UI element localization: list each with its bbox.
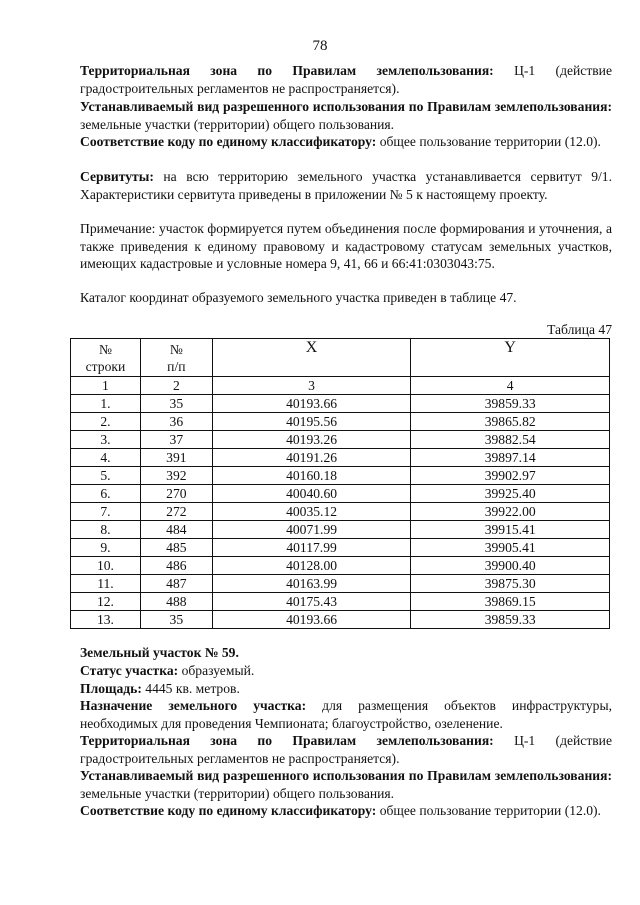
point-number-cell: 486: [140, 557, 212, 575]
y-cell: 39902.97: [411, 467, 610, 485]
table-row: [71, 431, 610, 449]
x-cell: 40195.56: [212, 413, 411, 431]
status-value: образуемый.: [181, 663, 255, 678]
x-cell: 40193.66: [212, 611, 411, 629]
classifier-paragraph: [80, 133, 612, 151]
row-number-cell: 12.: [71, 593, 141, 611]
bottom-zone-value: Ц-1 (действие градостроительных регламентов не распространяется).: [80, 733, 612, 766]
y-cell: 39915.41: [411, 521, 610, 539]
classifier-label: Соответствие коду по единому классификатору:: [80, 134, 377, 149]
status-paragraph: [80, 662, 612, 680]
row-number-cell: 5.: [71, 467, 141, 485]
table-row: [71, 611, 610, 629]
row-number-cell: 9.: [71, 539, 141, 557]
bottom-use-paragraph: [80, 767, 612, 802]
x-cell: 40193.66: [212, 395, 411, 413]
x-cell: 40191.26: [212, 449, 411, 467]
header-pp-line2: п/п: [167, 358, 186, 374]
header-pp-line1: №: [169, 341, 183, 357]
y-cell: 39869.15: [411, 593, 610, 611]
index-row: [71, 377, 610, 395]
table-row: [71, 467, 610, 485]
row-number-cell: 2.: [71, 413, 141, 431]
index-cell: 2: [140, 377, 212, 395]
servitude-paragraph: [80, 168, 612, 203]
table-row: [71, 413, 610, 431]
x-cell: 40175.43: [212, 593, 411, 611]
point-number-cell: 392: [140, 467, 212, 485]
bottom-use-value: земельные участки (территории) общего пользования.: [80, 785, 395, 801]
table-row: [71, 485, 610, 503]
catalog-paragraph: Каталог координат образуемого земельного участка приведен в таблице 47.: [80, 290, 517, 305]
parcel-title: Земельный участок № 59.: [80, 645, 239, 660]
x-cell: 40160.18: [212, 467, 411, 485]
area-paragraph: [80, 680, 612, 698]
header-y: Y: [411, 339, 610, 377]
zone-value: Ц-1 (действие градостроительных регламентов не распространяется).: [80, 63, 612, 96]
y-cell: 39859.33: [411, 611, 610, 629]
x-cell: 40040.60: [212, 485, 411, 503]
point-number-cell: 35: [140, 395, 212, 413]
row-number-cell: 11.: [71, 575, 141, 593]
area-value: 4445 кв. метров.: [145, 681, 240, 696]
y-cell: 39897.14: [411, 449, 610, 467]
row-number-cell: 4.: [71, 449, 141, 467]
header-pp: [140, 339, 212, 377]
point-number-cell: 272: [140, 503, 212, 521]
x-cell: 40163.99: [212, 575, 411, 593]
bottom-classifier-paragraph: [80, 802, 612, 820]
table-row: [71, 521, 610, 539]
purpose-value: для размещения объектов инфраструктуры, необходимых для проведения Чемпионата; благоустройство, озеленение.: [80, 698, 612, 731]
point-number-cell: 487: [140, 575, 212, 593]
area-label: Площадь:: [80, 681, 142, 696]
point-number-cell: 270: [140, 485, 212, 503]
note-paragraph: Примечание: участок формируется путем объединения после формирования и уточнения, а также приведения к единому правовому и кадастровому статусам земельных участков, имеющих кадастровые и условные номера 9, 41, 66 и 66:41:0303043:75.: [80, 221, 612, 271]
bottom-classifier-label: Соответствие коду по единому классификатору:: [80, 803, 377, 818]
bottom-classifier-value: общее пользование территории (12.0).: [379, 803, 601, 818]
page-number: 78: [312, 38, 328, 54]
x-cell: 40035.12: [212, 503, 411, 521]
row-number-cell: 7.: [71, 503, 141, 521]
bottom-zone-paragraph: [80, 732, 612, 767]
use-paragraph: [80, 98, 612, 133]
bottom-use-label: Устанавливаемый вид разрешенного использования по Правилам землепользования:: [80, 768, 612, 783]
row-number-cell: 1.: [71, 395, 141, 413]
table-row: [71, 575, 610, 593]
row-number-cell: 13.: [71, 611, 141, 629]
table-caption: Таблица 47: [547, 322, 612, 337]
y-cell: 39875.30: [411, 575, 610, 593]
classifier-value: общее пользование территории (12.0).: [379, 134, 601, 149]
y-cell: 39882.54: [411, 431, 610, 449]
purpose-paragraph: [80, 697, 612, 732]
x-cell: 40193.26: [212, 431, 411, 449]
header-row-number-line1: №: [98, 341, 112, 357]
servitude-label: Сервитуты:: [80, 169, 154, 184]
zone-label: Территориальная зона по Правилам землепользования:: [80, 63, 494, 78]
table-row: [71, 449, 610, 467]
servitude-value: на всю территорию земельного участка устанавливается сервитут 9/1. Характеристики сервитута приведены в приложении № 5 к настоящему проекту.: [80, 169, 612, 202]
index-cell: 3: [212, 377, 411, 395]
table-row: [71, 557, 610, 575]
x-cell: 40117.99: [212, 539, 411, 557]
row-number-cell: 10.: [71, 557, 141, 575]
coordinates-table: [70, 338, 610, 629]
bottom-zone-label: Территориальная зона по Правилам землепользования:: [80, 733, 494, 748]
purpose-label: Назначение земельного участка:: [80, 698, 307, 713]
header-row-number-line2: строки: [85, 358, 126, 374]
point-number-cell: 37: [140, 431, 212, 449]
header-x: X: [212, 339, 411, 377]
y-cell: 39859.33: [411, 395, 610, 413]
use-value: земельные участки (территории) общего пользования.: [80, 116, 395, 132]
point-number-cell: 485: [140, 539, 212, 557]
row-number-cell: 3.: [71, 431, 141, 449]
use-label: Устанавливаемый вид разрешенного использования по Правилам землепользования:: [80, 99, 612, 114]
header-row-number: [71, 339, 141, 377]
table-row: [71, 503, 610, 521]
y-cell: 39900.40: [411, 557, 610, 575]
point-number-cell: 391: [140, 449, 212, 467]
zone-paragraph: [80, 62, 612, 97]
x-cell: 40071.99: [212, 521, 411, 539]
point-number-cell: 36: [140, 413, 212, 431]
point-number-cell: 488: [140, 593, 212, 611]
table-row: [71, 395, 610, 413]
table-row: [71, 593, 610, 611]
row-number-cell: 8.: [71, 521, 141, 539]
y-cell: 39905.41: [411, 539, 610, 557]
y-cell: 39925.40: [411, 485, 610, 503]
row-number-cell: 6.: [71, 485, 141, 503]
index-cell: 4: [411, 377, 610, 395]
y-cell: 39922.00: [411, 503, 610, 521]
point-number-cell: 35: [140, 611, 212, 629]
y-cell: 39865.82: [411, 413, 610, 431]
point-number-cell: 484: [140, 521, 212, 539]
table-row: [71, 539, 610, 557]
status-label: Статус участка:: [80, 663, 179, 678]
index-cell: 1: [71, 377, 141, 395]
x-cell: 40128.00: [212, 557, 411, 575]
